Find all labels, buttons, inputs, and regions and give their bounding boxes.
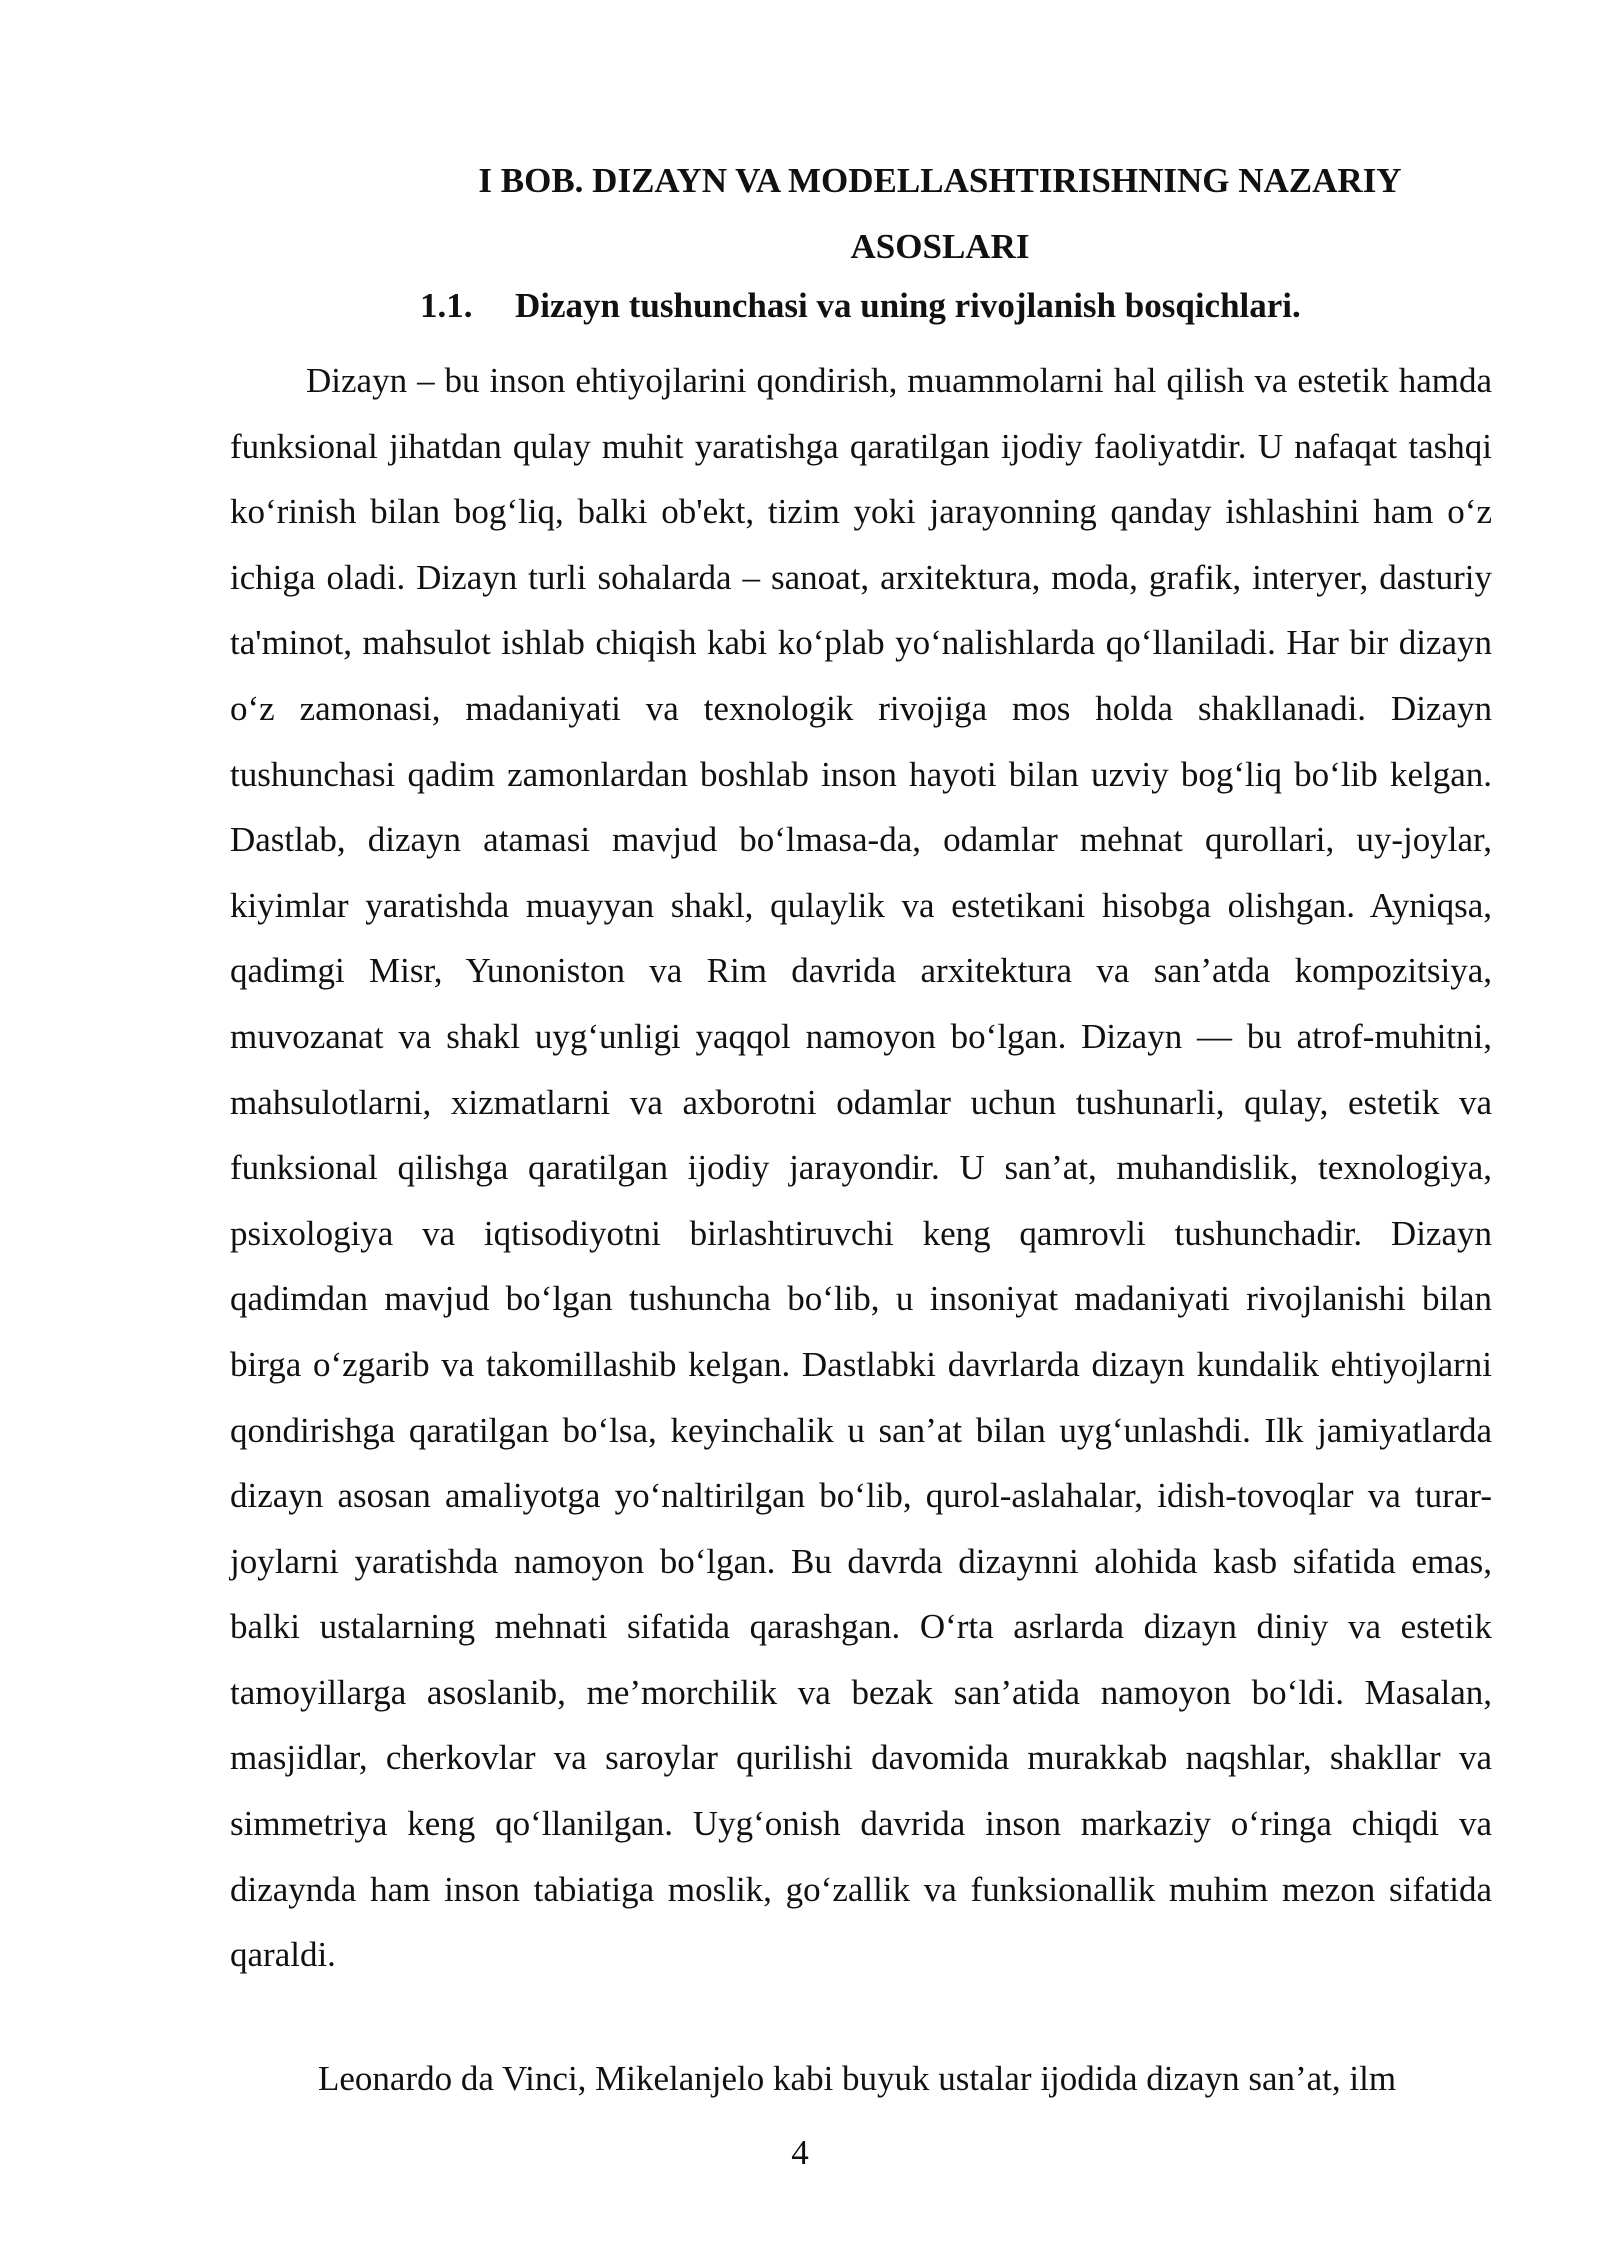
body-paragraph: Dizayn – bu inson ehtiyojlarini qondirish, muammolarni hal qilish va estetik hamda funksional jihatdan qulay muhit yaratishga qaratilgan ijodiy faoliyatdir. U nafaqat tashqi koʻrinish bilan bogʻliq, balki ob'ekt, tizim yoki jarayonning qanday ishlashini ham oʻz ichiga oladi. Dizayn turli sohalarda – sanoat, arxitektura, moda, grafik, interyer, dasturiy ta'minot, mahsulot ishlab chiqish kabi koʻplab yoʻnalishlarda qoʻllaniladi. Har bir dizayn oʻz zamonasi, madaniyati va texnologik rivojiga mos holda shakllanadi. Dizayn tushunchasi qadim zamonlardan boshlab inson hayoti bilan uzviy bogʻliq boʻlib kelgan. Dastlab, dizayn atamasi mavjud boʻlmasa-da, odamlar mehnat qurollari, uy-joylar, kiyimlar yaratishda muayyan shakl, qulaylik va estetikani hisobga olishgan. Ayniqsa, qadimgi Misr, Yunoniston va Rim davrida arxitektura va san’atda kompozitsiya, muvozanat va shakl uygʻunligi yaqqol namoyon boʻlgan. Dizayn — bu atrof-muhitni, mahsulotlarni, xizmatlarni va axborotni odamlar uchun tushunarli, qulay, estetik va funksional qilishga qaratilgan ijodiy jarayondir. U san’at, muhandislik, texnologiya, psixologiya va iqtisodiyotni birlashtiruvchi keng qamrovli tushunchadir. Dizayn qadimdan mavjud boʻlgan tushuncha boʻlib, u insoniyat madaniyati rivojlanishi bilan birga oʻzgarib va takomillashib kelgan. Dastlabki davrlarda dizayn kundalik ehtiyojlarni qondirishga qaratilgan boʻlsa, keyinchalik u san’at bilan uygʻunlashdi. Ilk jamiyatlarda dizayn asosan amaliyotga yoʻnaltirilgan boʻlib, qurol-aslahalar, idish-tovoqlar va turar-joylarni yaratishda namoyon boʻlgan. Bu davrda dizaynni alohida kasb sifatida emas, balki ustalarning mehnati sifatida qarashgan. Oʻrta asrlarda dizayn diniy va estetik tamoyillarga asoslanib, me’morchilik va bezak san’atida namoyon boʻldi. Masalan, masjidlar, cherkovlar va saroylar qurilishi davomida murakkab naqshlar, shakllar va simmetriya keng qoʻllanilgan. Uygʻonish davrida inson markaziy oʻringa chiqdi va dizaynda ham inson tabiatiga moslik, goʻzallik va funksionallik muhim mezon sifatida qaraldi. [230,361,1492,1975]
page-number: 4 [791,2133,809,2172]
section-title: Dizayn tushunchasi va uning rivojlanish bosqichlari. [515,286,1301,325]
section-heading [420,281,1520,331]
body-paragraph: Leonardo da Vinci, Mikelanjelo kabi buyuk ustalar ijodida dizayn san’at, ilm [318,2059,1397,2098]
chapter-title: I BOB. DIZAYN VA MODELLASHTIRISHNING NAZARIY ASOSLARI [478,161,1402,266]
section-number: 1.1. [420,286,473,325]
